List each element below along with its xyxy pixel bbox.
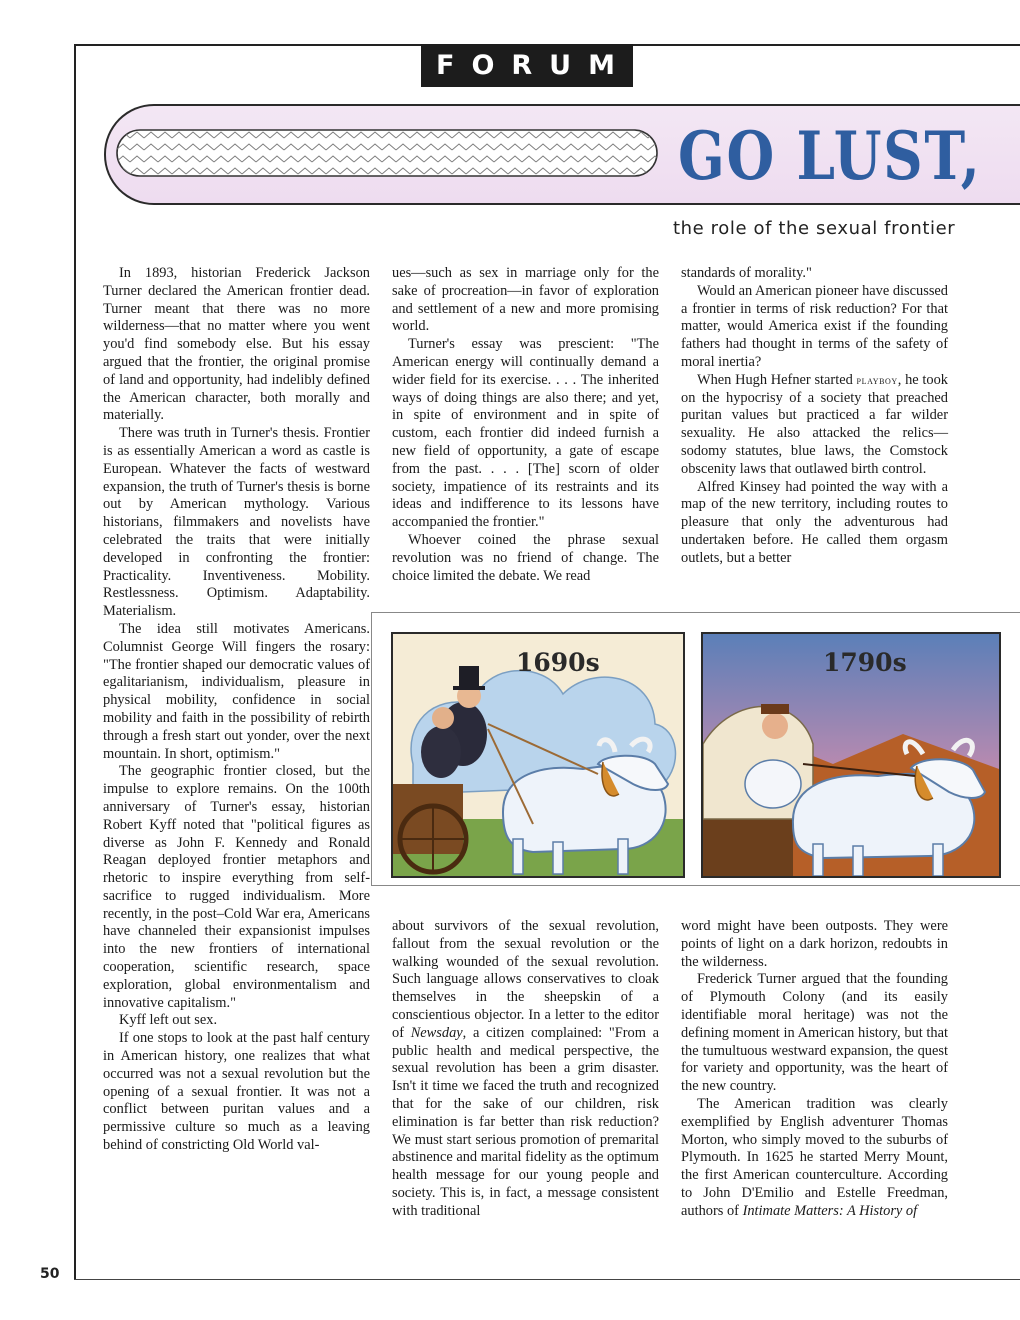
column-1 <box>103 265 370 1155</box>
panel-label-1790s: 1790s <box>823 648 907 677</box>
panel-label-1690s: 1690s <box>516 648 600 677</box>
book-title: Intimate Matters: A History of <box>742 1202 918 1219</box>
illustration-panel-1790s <box>701 632 1001 878</box>
column-2-top <box>392 265 659 585</box>
text-run: When Hugh Hefner started <box>697 371 853 388</box>
paragraph: Whoever coined the phrase sexual revolution was no friend of change. The choice limited the debate. We read <box>392 531 659 584</box>
paragraph: If one stops to look at the past half century in American history, one realizes that what occurred was not a sexual revolution but the opening of a sexual frontier. It was not a conflict between puritan values and a permissive culture so much as a leaving behind of constricting Old World val- <box>103 1030 370 1154</box>
paragraph <box>681 1096 948 1221</box>
paragraph: In 1893, historian Frederick Jackson Turner declared the American frontier dead. Turner meant that there was no more wilderness—that no matter where you went you'd find somebody else. But his essay argued that the frontier, the original promise of land and opportunity, had indelibly defined the American character, both morally and materially. <box>103 265 370 424</box>
paragraph: word might have been outposts. They were points of light on a dark horizon, redoubts in the wilderness. <box>681 918 948 970</box>
text-run: The American tradition was clearly exemplified by English adventurer Thomas Morton, who simply moved to the suburbs of Plymouth. In 1625 he started Merry Mount, the first American counterculture. According to John D'Emilio and Estelle Freedman, authors of <box>681 1095 948 1219</box>
page-frame-bottom-rule <box>74 1279 1020 1280</box>
paragraph: ues—such as sex in marriage only for the sake of procreation—in favor of exploration and settlement of a new and more promising world. <box>392 265 659 335</box>
article-subtitle: the role of the sexual frontier <box>673 218 956 239</box>
paragraph <box>681 372 948 479</box>
paragraph: Kyff left out sex. <box>119 1012 218 1029</box>
text-run: about survivors of the sexual revolution, fallout from the sexual revolution or the walking wounded of the sexual revolution. Such language allows conservatives to cloak themselves in the sheepskin of a conscientious objector. In a letter to the editor of <box>392 918 659 1041</box>
paragraph: Frederick Turner argued that the founding of Plymouth Colony (and its easily identifiable moral heritage) was not the defining moment in American history, but that the tumultuous westward expansion, the quest for variety and opportunity, was the heart of the new country. <box>681 971 948 1095</box>
paragraph: There was truth in Turner's thesis. Frontier is as essentially American a word as castle is European. Whatever the facts of westward expansion, the truth of Turner's thesis is borne out by American mythology. Various historians, filmmakers and novelists have celebrated the traits that were initially developed in confronting the frontier: Practicality. Inventiveness. Mobility. Restlessness. Optimism. Adaptability. Materialism. <box>103 425 370 620</box>
paragraph: The geographic frontier closed, but the impulse to explore remains. On the 100th anniversary of Turner's essay, historian Robert Kyff noted that "political figures as diverse as John F. Kennedy and Ronald Reagan deployed frontier metaphors and rhetoric to inspire everything from self-sacrifice to rugged individualism. More recently, in the post–Cold War era, Americans have channeled their expansionist impulses into the new frontiers of international cooperation, scientific research, space exploration, global environmentalism and innovative capitalism." <box>103 763 370 1011</box>
page-number: 50 <box>40 1266 60 1282</box>
text-run: , a citizen complained: "From a public health and medical perspective, the sexual revolution has been a grim disaster. Isn't it time we faced the truth and recognized that for the sake of our children, risk elimination is far better than risk reduction? We must start serious promotion of premarital abstinence and marital fidelity as the optimum health message for our young people and society. This is, in fact, a message consistent with traditional <box>392 1024 659 1219</box>
paragraph: Alfred Kinsey had pointed the way with a map of the new territory, including routes to pleasure that only the adventurous had undertaken before. He called them orgasm outlets, but a better <box>681 478 948 566</box>
paragraph: Turner's essay was prescient: "The American energy will continually demand a wider field for its exercise. . . . The inherited ways of doing things are also there; and yet, in spite of environment and in spite of custom, each frontier did indeed furnish a new field of opportunity, a gate of escape from the past. . . . [The] scorn of older society, impatience of its restraints and its ideas and indifference to its lessons have accompanied the frontier." <box>392 336 659 531</box>
banner-zigzag-pattern <box>116 129 658 177</box>
paragraph: The idea still motivates Americans. Columnist George Will fingers the rosary: "The frontier shaped our democratic values of egalitarianism, individualism, pleasure in physical mobility, confidence in social mobility and faith in the possibility of rebirth through a fresh start out yonder, over the next mountain. In short, optimism." <box>103 620 370 762</box>
column-3-top <box>681 265 948 568</box>
publication-name: Newsday <box>410 1024 463 1041</box>
page-frame-left-rule <box>74 44 76 1280</box>
magazine-name: playboy <box>856 372 898 387</box>
paragraph: standards of morality." <box>681 265 812 281</box>
column-3-bottom <box>681 918 948 1221</box>
column-2-bottom <box>392 918 659 1221</box>
section-kicker: FORUM <box>421 44 633 87</box>
illustration-panel-1690s <box>391 632 685 878</box>
paragraph: Would an American pioneer have discussed a frontier in terms of risk reduction? For that matter, would America exist if the founding fathers had thought in terms of the safety of moral inertia? <box>681 282 948 370</box>
paragraph <box>392 918 659 1221</box>
illustration <box>371 612 1020 886</box>
text-run: , he took on the hypocrisy of a society that preached puritan values but practiced a far wilder sexuality. He also attacked the relics—sodomy statutes, blue laws, the Comstock obscenity laws that outlawed birth control. <box>681 371 949 477</box>
article-title: GO LUST, <box>678 117 982 195</box>
